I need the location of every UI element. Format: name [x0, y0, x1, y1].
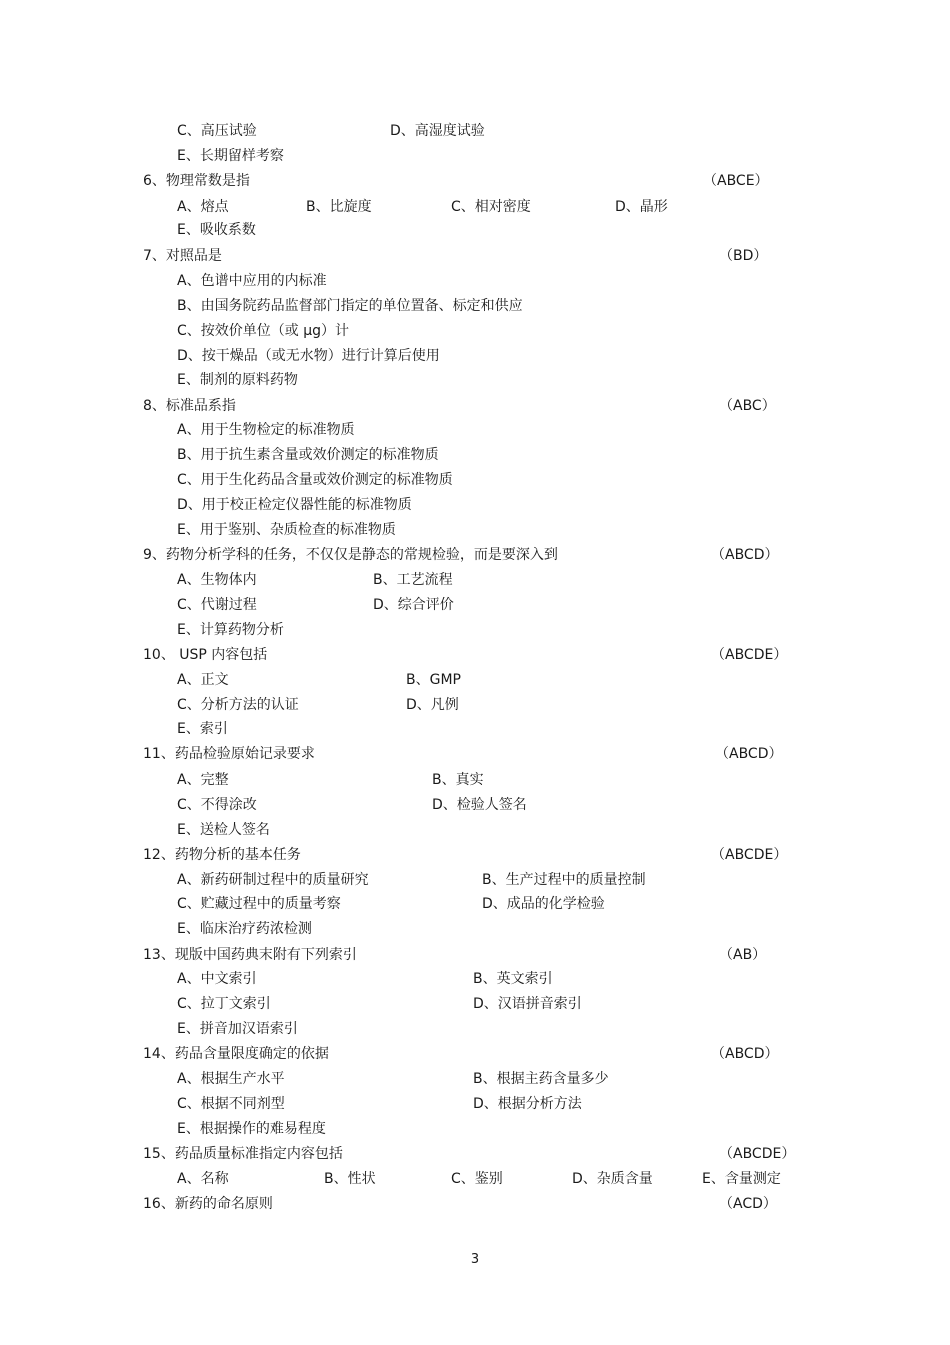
question-stem: 14、药品含量限度确定的依据	[143, 1046, 329, 1062]
option-b: B、性状	[324, 1171, 376, 1187]
option-e: E、根据操作的难易程度	[177, 1121, 326, 1137]
question-stem: 12、药物分析的基本任务	[143, 847, 301, 863]
question-answer: （ABCDE）	[711, 647, 788, 663]
option-e: E、含量测定	[702, 1171, 781, 1187]
question-answer: （BD）	[719, 248, 768, 264]
option-c: C、用于生化药品含量或效价测定的标准物质	[177, 472, 453, 488]
option-a: A、用于生物检定的标准物质	[177, 422, 355, 438]
question-stem: 7、对照品是	[143, 248, 222, 264]
option-e: E、用于鉴别、杂质检查的标准物质	[177, 522, 396, 538]
option-a: A、根据生产水平	[177, 1071, 285, 1087]
question-answer: （ABCDE）	[711, 847, 788, 863]
question-stem: 6、物理常数是指	[143, 173, 250, 189]
option-b: B、生产过程中的质量控制	[482, 872, 646, 888]
option-d: D、杂质含量	[572, 1171, 653, 1187]
option-b: B、工艺流程	[373, 572, 453, 588]
question-answer: （ABCD）	[715, 746, 783, 762]
option-e: E、计算药物分析	[177, 622, 284, 638]
option-c: C、不得涂改	[177, 797, 257, 813]
question-stem: 10、 USP 内容包括	[143, 647, 268, 663]
option-b: B、由国务院药品监督部门指定的单位置备、标定和供应	[177, 298, 523, 314]
option-d: D、高湿度试验	[390, 123, 485, 139]
option-e: E、制剂的原料药物	[177, 372, 298, 388]
option-c: C、高压试验	[177, 123, 257, 139]
option-a: A、完整	[177, 772, 229, 788]
option-e: E、长期留样考察	[177, 148, 284, 164]
option-a: A、名称	[177, 1171, 229, 1187]
question-stem: 13、现版中国药典末附有下列索引	[143, 947, 357, 963]
option-c: C、代谢过程	[177, 597, 257, 613]
option-e: E、拼音加汉语索引	[177, 1021, 298, 1037]
option-a: A、生物体内	[177, 572, 257, 588]
option-a: A、熔点	[177, 199, 229, 215]
option-a: A、中文索引	[177, 971, 257, 987]
question-stem: 15、药品质量标准指定内容包括	[143, 1146, 343, 1162]
option-d: D、凡例	[406, 697, 459, 713]
option-e: E、索引	[177, 721, 228, 737]
option-b: B、比旋度	[306, 199, 372, 215]
option-a: A、新药研制过程中的质量研究	[177, 872, 369, 888]
option-c: C、按效价单位（或 μg）计	[177, 323, 350, 339]
option-c: C、鉴别	[451, 1171, 503, 1187]
option-c: C、分析方法的认证	[177, 697, 299, 713]
option-d: D、根据分析方法	[473, 1096, 582, 1112]
option-a: A、色谱中应用的内标准	[177, 273, 327, 289]
option-b: B、英文索引	[473, 971, 553, 987]
option-d: D、综合评价	[373, 597, 454, 613]
question-answer: （ABCE）	[703, 173, 769, 189]
option-d: D、晶形	[615, 199, 668, 215]
option-b: B、真实	[432, 772, 484, 788]
option-d: D、检验人签名	[432, 797, 527, 813]
option-c: C、根据不同剂型	[177, 1096, 285, 1112]
question-stem: 16、新药的命名原则	[143, 1196, 273, 1212]
option-b: B、用于抗生素含量或效价测定的标准物质	[177, 447, 439, 463]
question-answer: （ABCD）	[711, 1046, 779, 1062]
option-d: D、汉语拼音索引	[473, 996, 582, 1012]
question-stem: 11、药品检验原始记录要求	[143, 746, 315, 762]
option-c: C、贮藏过程中的质量考察	[177, 896, 341, 912]
question-answer: （ABCD）	[711, 547, 779, 563]
option-c: C、拉丁文索引	[177, 996, 271, 1012]
option-c: C、相对密度	[451, 199, 531, 215]
option-d: D、按干燥品（或无水物）进行计算后使用	[177, 348, 440, 364]
option-a: A、正文	[177, 672, 229, 688]
option-b: B、GMP	[406, 672, 461, 688]
option-e: E、吸收系数	[177, 222, 256, 238]
option-e: E、送检人签名	[177, 822, 270, 838]
question-answer: （ABCDE）	[719, 1146, 796, 1162]
option-b: B、根据主药含量多少	[473, 1071, 609, 1087]
option-e: E、临床治疗药浓检测	[177, 921, 312, 937]
question-answer: （AB）	[719, 947, 767, 963]
question-stem: 9、药物分析学科的任务，不仅仅是静态的常规检验，而是要深入到	[143, 547, 558, 563]
question-stem: 8、标准品系指	[143, 398, 236, 414]
option-d: D、用于校正检定仪器性能的标准物质	[177, 497, 412, 513]
page-number: 3	[470, 1252, 480, 1267]
option-d: D、成品的化学检验	[482, 896, 605, 912]
question-answer: （ACD）	[719, 1196, 777, 1212]
question-answer: （ABC）	[719, 398, 776, 414]
